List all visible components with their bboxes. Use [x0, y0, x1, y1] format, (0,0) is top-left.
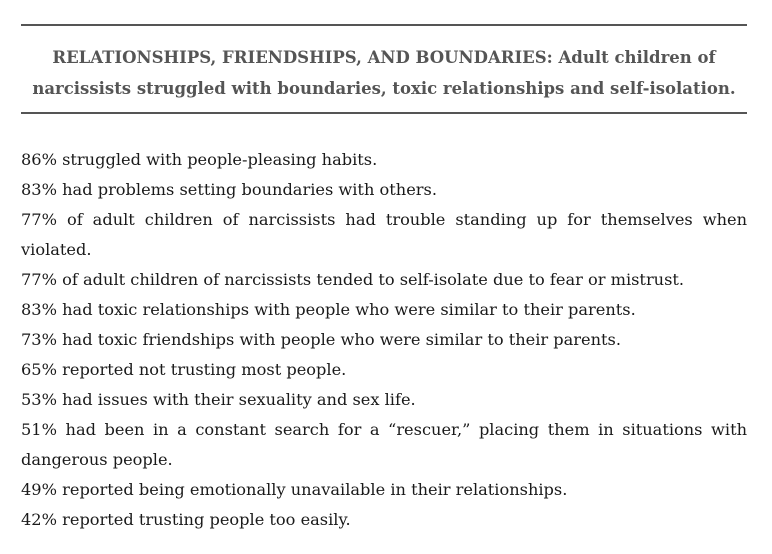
stat-standing-up-line-2: violated. [21, 240, 92, 259]
stat-rescuer [21, 415, 747, 475]
stat-toxic-relationships: 83% had toxic relationships with people who were similar to their parents. [21, 300, 636, 319]
stat-sexuality: 53% had issues with their sexuality and sex life. [21, 390, 416, 409]
top-divider [21, 24, 747, 26]
stat-standing-up-line-1: 77% of adult children of narcissists had trouble standing up for themselves when [21, 210, 747, 229]
bottom-divider [21, 112, 747, 114]
stat-standing-up [21, 205, 747, 265]
section-heading [21, 42, 747, 104]
stat-trusting-easily: 42% reported trusting people too easily. [21, 510, 351, 529]
statistics-list [21, 145, 747, 535]
heading-line-2: narcissists struggled with boundaries, toxic relationships and self-isolation. [32, 79, 736, 98]
stat-rescuer-line-1: 51% had been in a constant search for a “rescuer,” placing them in situations with [21, 420, 747, 439]
stat-people-pleasing: 86% struggled with people-pleasing habits. [21, 150, 378, 169]
stat-not-trusting: 65% reported not trusting most people. [21, 360, 347, 379]
stat-setting-boundaries: 83% had problems setting boundaries with others. [21, 180, 437, 199]
stat-emotionally-unavailable: 49% reported being emotionally unavailable in their relationships. [21, 480, 568, 499]
heading-line-1: RELATIONSHIPS, FRIENDSHIPS, AND BOUNDARIES: Adult children of [52, 48, 716, 67]
stat-self-isolate: 77% of adult children of narcissists tended to self-isolate due to fear or mistrust. [21, 270, 685, 289]
stat-rescuer-line-2: dangerous people. [21, 450, 173, 469]
stat-toxic-friendships: 73% had toxic friendships with people who were similar to their parents. [21, 330, 622, 349]
